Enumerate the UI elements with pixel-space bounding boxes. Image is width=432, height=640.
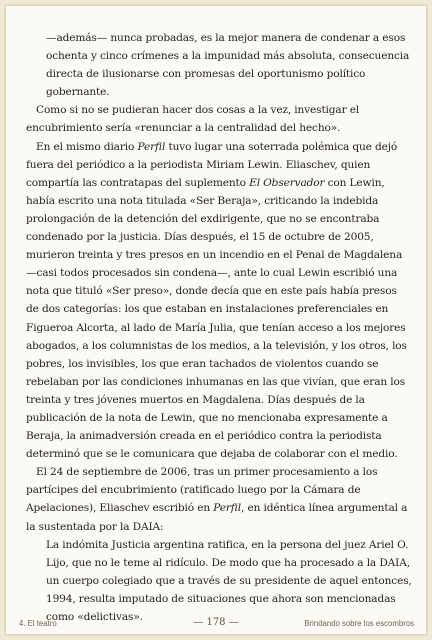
book-page [6, 6, 426, 634]
page-number: — 178 — [193, 617, 239, 628]
chapter-label: 4. El teatro [19, 619, 57, 628]
quote-text: La indómita Justicia argentina ratifica, en la persona del juez Ariel O. Lijo, que no le teme al ridículo. De modo que ha procesado a la DAIA, un cuerpo colegiado que a través de su presidente de aquel entonces, 1994, resulta imputado de situaciones que ahora son mencionadas como «delictivas». [46, 538, 412, 623]
block-quote-continued [26, 29, 412, 101]
paragraph: Como si no se pudieran hacer dos cosas a la vez, investigar el encubrimiento sería «renunciar a la centralidad del hecho». [26, 104, 360, 135]
book-title: Brindando sobre los escombros [304, 619, 414, 628]
quote-text: —además— nunca probadas, es la mejor manera de condenar a esos ochenta y cinco crímenes a la impunidad más absoluta, consecuencia directa de ilusionarse con promesas del oportunismo político gobernante. [46, 32, 410, 99]
block-quote [26, 536, 412, 626]
page-body [26, 29, 412, 626]
page-footer [6, 616, 426, 634]
paragraph: El 24 de septiembre de 2006, tras un primer procesamiento a los partícipes del encubrimiento (ratificado luego por la Cámara de Apelaciones), Eliaschev escribió en Perfil, en idéntica línea argumental a la sustentada por la DAIA: [26, 466, 408, 533]
paragraph: En el mismo diario Perfil tuvo lugar una soterrada polémica que dejó fuera del periódico a la periodista Miriam Lewin. Eliaschev, quien compartía las contratapas del suplemento El Observador con Lewin, había escrito una nota titulada «Ser Beraja», criticando la indebida prolongación de la detención del exdirigente, que no se encontraba condenado por la justicia. Días después, el 15 de octubre de 2005, murieron treinta y tres presos en un incendio en el Penal de Magdalena —casi todos procesados sin condena—, ante lo cual Lewin escribió una nota que tituló «Ser preso», donde decía que en este país había presos de dos categorías: los que estaban en instalaciones preferenciales en Figueroa Alcorta, al lado de María Julia, que tenían acceso a los mejores abogados, a los columnistas de los medios, a la televisión, y los otros, los pobres, los invisibles, los que eran tachados de violentos cuando se rebelaban por las condiciones inhumanas en las que vivían, que eran los treinta y tres jóvenes muertos en Magdalena. Días después de la publicación de la nota de Lewin, que no mencionaba expresamente a Beraja, la animadversión creada en el periódico contra la periodista determinó que se le comunicara que dejaba de colaborar con el medio. [26, 140, 407, 461]
